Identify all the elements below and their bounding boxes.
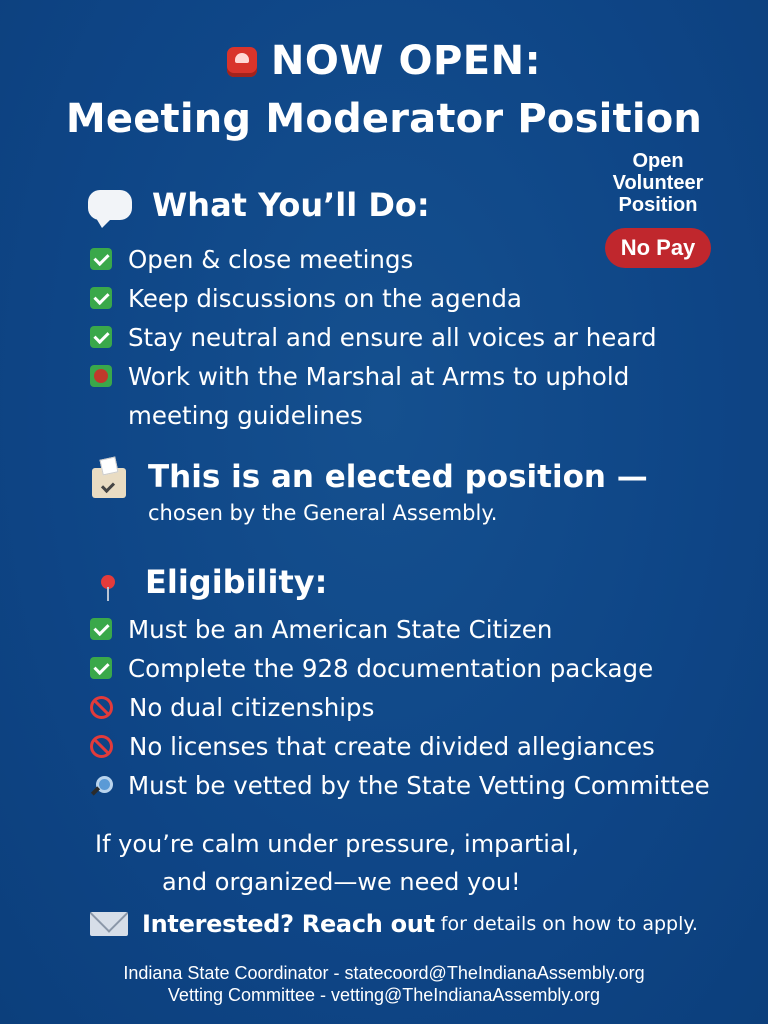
magnifier-icon xyxy=(90,774,112,796)
elected-notice xyxy=(92,456,648,528)
envelope-icon xyxy=(90,912,128,936)
list-item xyxy=(90,649,710,688)
list-item-text: Complete the 928 documentation package xyxy=(128,654,654,683)
list-item-text: Must be an American State Citizen xyxy=(128,615,553,644)
duties-heading-text: What You’ll Do: xyxy=(152,186,430,224)
list-item-text: Open & close meetings xyxy=(128,245,414,274)
list-item-text-line2: meeting guidelines xyxy=(128,401,363,430)
list-item xyxy=(90,610,710,649)
prohibited-icon xyxy=(90,735,113,758)
list-item xyxy=(90,279,657,318)
closing-line-2: and organized—we need you! xyxy=(162,868,521,896)
pushpin-icon xyxy=(101,575,115,589)
eligibility-heading-text: Eligibility: xyxy=(145,563,328,601)
footer-coordinator-contact: Indiana State Coordinator - statecoord@TheIndianaAssembly.org xyxy=(123,963,645,983)
list-item xyxy=(90,357,657,435)
check-icon xyxy=(90,248,112,270)
interest-main-text: Interested? Reach out xyxy=(142,910,435,938)
check-icon xyxy=(90,365,112,387)
headline-position: Meeting Moderator Position xyxy=(65,96,703,142)
siren-icon xyxy=(227,47,257,77)
ballot-box-icon xyxy=(92,468,126,498)
list-item xyxy=(90,240,657,279)
badge-line-position: Position xyxy=(618,194,698,216)
footer-vetting-contact: Vetting Committee - vetting@TheIndianaAssembly.org xyxy=(167,985,601,1005)
list-item xyxy=(90,766,710,805)
list-item-text xyxy=(128,357,657,435)
contact-footer xyxy=(0,962,768,1006)
speech-bubble-icon xyxy=(88,190,132,220)
badge-line-open: Open xyxy=(632,150,684,172)
interest-sub-text: for details on how to apply. xyxy=(440,913,698,935)
elected-main-text: This is an elected position — xyxy=(148,459,648,495)
no-pay-pill: No Pay xyxy=(605,228,712,268)
list-item xyxy=(90,727,710,766)
list-item-text: No dual citizenships xyxy=(129,693,375,722)
section-heading-duties xyxy=(88,186,430,224)
list-item xyxy=(90,318,657,357)
headline-text: NOW OPEN: xyxy=(270,38,542,84)
prohibited-icon xyxy=(90,696,113,719)
list-item-text: No licenses that create divided allegiances xyxy=(129,732,655,761)
list-item xyxy=(90,688,710,727)
eligibility-list xyxy=(90,610,710,805)
list-item-text: Must be vetted by the State Vetting Committee xyxy=(128,771,710,800)
elected-sub-text: chosen by the General Assembly. xyxy=(148,501,498,525)
check-icon xyxy=(90,618,112,640)
badge-line-volunteer: Volunteer xyxy=(612,172,704,194)
list-item-text: Stay neutral and ensure all voices ar heard xyxy=(128,323,657,352)
section-heading-eligibility xyxy=(95,563,327,601)
list-item-text-line1: Work with the Marshal at Arms to uphold xyxy=(128,362,630,391)
check-icon xyxy=(90,287,112,309)
interest-call-to-action xyxy=(90,910,698,938)
closing-line-1: If you’re calm under pressure, impartial, xyxy=(95,830,579,858)
headline-now-open xyxy=(0,38,768,84)
duties-list xyxy=(90,240,657,435)
check-icon xyxy=(90,326,112,348)
list-item-text: Keep discussions on the agenda xyxy=(128,284,522,313)
check-icon xyxy=(90,657,112,679)
